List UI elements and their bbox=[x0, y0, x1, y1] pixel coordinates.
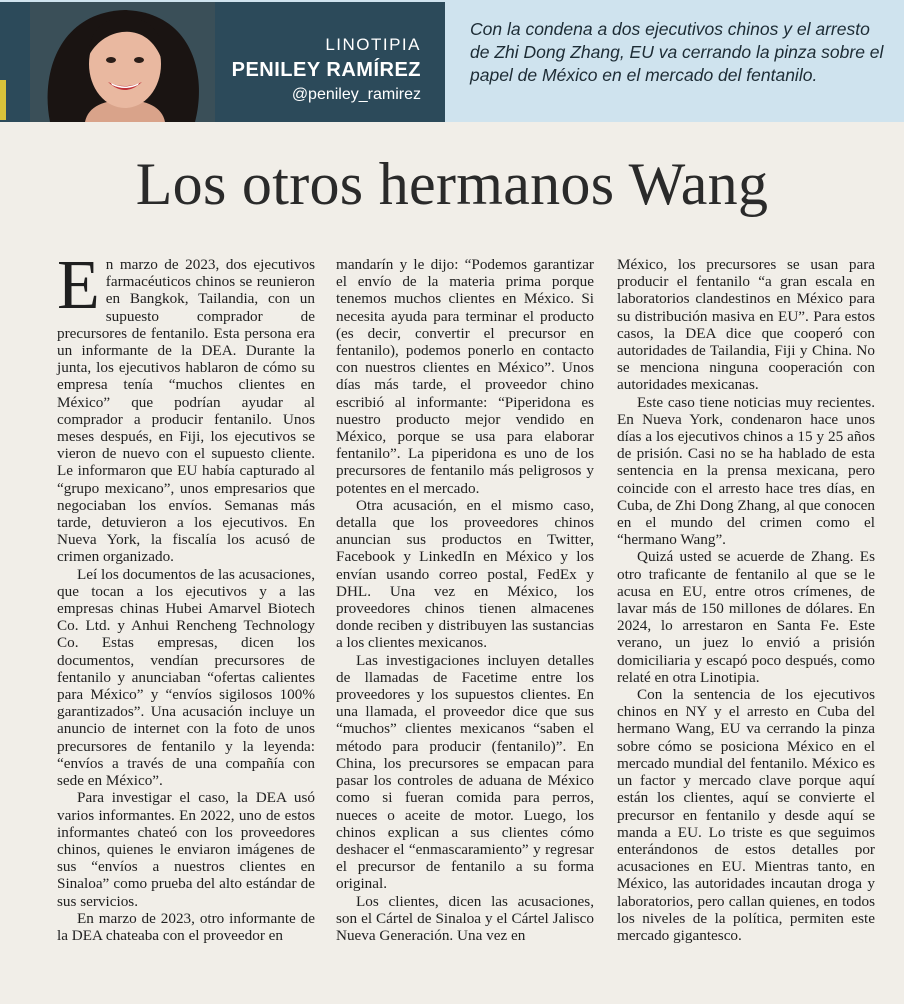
paragraph: Las investigaciones incluyen detalles de llamadas de Facetime entre los proveedores y los supuestos clientes. En una llamada, el proveedor dice que sus “muchos” clientes mexicanos “saben el método para producir (fentanilo)”. En China, los precursores se empacan para pasar los controles de aduana de México como si fueran comida para perros, nueces o aceite de motor. Luego, los chinos explican a sus clientes cómo deshacer el “enmascaramiento” y regresar el precursor de fentanilo a su forma original. bbox=[336, 651, 594, 893]
author-banner bbox=[0, 2, 445, 122]
paragraph: México, los precursores se usan para producir el fentanilo “a gran escala en laboratorios clandestinos en México para su distribución masiva en EU”. Para estos casos, la DEA dice que cooperó con autoridades de Tailandia, Fiji y China. No se menciona ninguna cooperación con autoridades mexicanas. bbox=[617, 256, 875, 394]
article-column-2 bbox=[336, 256, 594, 944]
accent-stripe bbox=[0, 80, 6, 120]
paragraph: Leí los documentos de las acusaciones, que tocan a los ejecutivos y a las empresas chinas Hubei Amarvel Biotech Co. Ltd. y Anhui Rencheng Technology Co. Estas empresas, dicen los documentos, vendían precursores de fentanilo y anunciaban “ofertas calientes para México” y “envíos sigilosos 100% garantizados”. Una acusación incluye un anuncio de internet con la foto de unos precursores de fentanilo y la leyenda: “envíos a través de una compañía con sede en México”. bbox=[57, 565, 315, 790]
paragraph: Con la sentencia de los ejecutivos chinos en NY y el arresto en Cuba del hermano Wang, EU va cerrando la pinza sobre cómo se posiciona México en el mercado mundial del fentanilo. México es un factor y mercado clave porque aquí están los clientes, aquí se convierte el precursor en fentanilo y desde aquí se manda a EU. Lo triste es que seguimos enterándonos de estos detalles por acusaciones en EU. Mientras tanto, en México, las autoridades incautan droga y laboratorios, pero callan quienes, en todos los niveles de la política, permiten este mercado gigantesco. bbox=[617, 686, 875, 944]
author-handle: @peniley_ramirez bbox=[291, 86, 421, 103]
section-label: LINOTIPIA bbox=[325, 35, 421, 54]
paragraph: Los clientes, dicen las acusaciones, son el Cártel de Sinaloa y el Cártel Jalisco Nueva Generación. Una vez en bbox=[336, 892, 594, 944]
paragraph: Este caso tiene noticias muy recientes. En Nueva York, condenaron hace unos días a los ejecutivos chinos a 15 y 25 años de prisión. Casi no se ha hablado de esta sentencia en la prensa mexicana, pero coincide con el arresto hace tres días, en Cuba, de Zhi Dong Zhang, al que conocen en el mundo del crimen como el “hermano Wang”. bbox=[617, 393, 875, 549]
paragraph: Otra acusación, en el mismo caso, detalla que los proveedores chinos anuncian sus productos en Twitter, Facebook y LinkedIn en México y los envían usando correo postal, FedEx y DHL. Una vez en México, los proveedores chinos tienen almacenes donde reciben y distribuyen las sustancias a los clientes mexicanos. bbox=[336, 496, 594, 652]
article-column-3 bbox=[617, 256, 875, 944]
column-header bbox=[0, 0, 904, 122]
article-column-1 bbox=[57, 247, 315, 944]
paragraph: mandarín y le dijo: “Podemos garantizar el envío de la materia prima porque tenemos muchos clientes en México. Si necesita ayuda para terminar el producto (es decir, convertir el precursor en fentanilo), podemos ponerlo en contacto con nuestros clientes en México”. Unos días más tarde, el proveedor chino escribió al informante: “Piperidona es nuestro producto mejor vendido en México, porque se usa para elaborar fentanilo”. La piperidona es uno de los precursores de fentanilo más peligrosos y potentes en el mercado. bbox=[336, 256, 594, 497]
author-portrait bbox=[30, 2, 215, 122]
column-summary: Con la condena a dos ejecutivos chinos y el arresto de Zhi Dong Zhang, EU va cerrando la pinza sobre el papel de México en el mercado del fentanilo. bbox=[470, 19, 884, 85]
paragraph-text: n marzo de 2023, dos ejecutivos farmacéuticos chinos se reunieron en Bangkok, Tailandia, con un supuesto comprador de precursores de fentanilo. Esta persona era un informante de la DEA. Durante la junta, los ejecutivos hablaron de cómo su empresa tenía “muchos clientes en México” que podrían ayudar al comprador a producir fentanilo. Unos meses después, en Fiji, los ejecutivos se vieron de nuevo con el supuesto cliente. Le informaron que EU había capturado al “grupo mexicano”, unos empresarios que negociaban los envíos. Semanas más tarde, detuvieron a los ejecutivos. En Nueva York, la fiscalía los acusó de crimen organizado. bbox=[57, 256, 315, 566]
author-name: PENILEY RAMÍREZ bbox=[231, 59, 421, 81]
paragraph bbox=[57, 247, 315, 566]
article-headline: Los otros hermanos Wang bbox=[135, 151, 769, 217]
paragraph: En marzo de 2023, otro informante de la DEA chateaba con el proveedor en bbox=[57, 909, 315, 944]
drop-cap: E bbox=[57, 247, 100, 324]
paragraph: Para investigar el caso, la DEA usó varios informantes. En 2022, uno de estos informantes chateó con los proveedores chinos, quienes le enviaron imágenes de sus “envíos a nuestros clientes en Sinaloa” como prueba del alto estándar de sus servicios. bbox=[57, 789, 315, 910]
paragraph: Quizá usted se acuerde de Zhang. Es otro traficante de fentanilo al que se le acusa en EU, entre otros crímenes, de lavar más de 150 millones de dólares. En 2024, lo arrestaron en Santa Fe. Este verano, un juez lo envió a prisión domiciliaria y escapó poco después, como relaté en otra Linotipia. bbox=[617, 548, 875, 686]
